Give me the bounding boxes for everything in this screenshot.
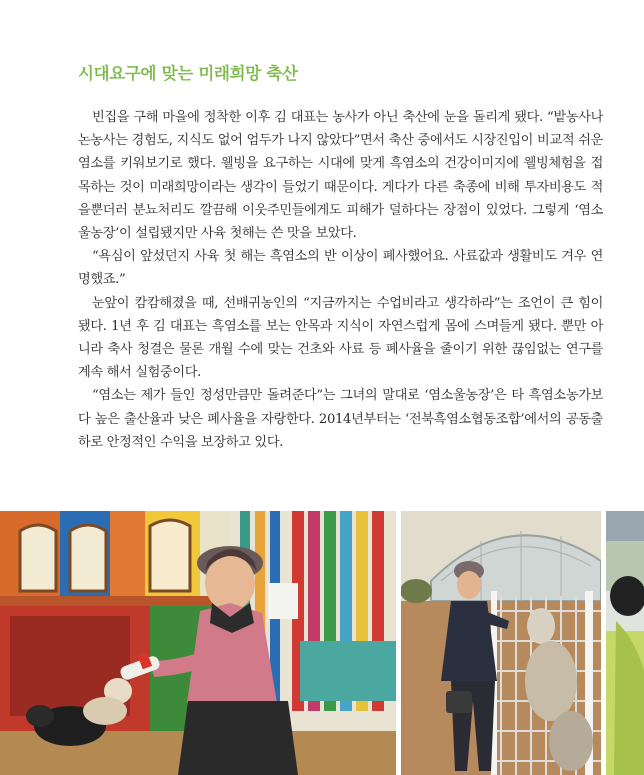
article-body	[78, 106, 603, 454]
section-heading: 시대요구에 맞는 미래희망 축산	[78, 64, 298, 83]
photo-bottle-feeding-goats	[0, 511, 396, 775]
photo-illustration-right	[606, 511, 644, 775]
paragraph: 빈집을 구해 마을에 정착한 이후 김 대표는 농사가 아닌 축산에 눈을 돌리게 됐다. “밭농사나 논농사는 경험도, 지식도 없어 엄두가 나지 않았다”면서 축산 중에서도 시장진입이 비교적 쉬운 염소를 키워보기로 했다. 웰빙을 요구하는 시대에 맞게 흑염소의 건강이미지에 웰빙체험을 접목하는 것이 미래희망이라는 생각이 들었기 때문이다. 게다가 다른 축종에 비해 투자비용도 적을뿐더러 분뇨처리도 깔끔해 이웃주민들에게도 피해가 덜하다는 장점이 있었다. 그렇게 ‘염소울농장’이 설립됐지만 사육 첫해는 쓴 맛을 보았다.	[78, 110, 603, 242]
paragraph: “염소는 제가 들인 정성만큼만 돌려준다”는 그녀의 말대로 ‘염소울농장’은 타 흑염소농가보다 높은 출산율과 낮은 폐사율을 자랑한다. 2014년부터는 ‘전북흑염소협동조합’에서의 공동출하로 안정적인 수익을 보장하고 있다.	[78, 388, 603, 450]
photo-partial-right	[606, 511, 644, 775]
paragraph: “욕심이 앞섰던지 사육 첫 해는 흑염소의 반 이상이 폐사했어요. 사료값과 생활비도 겨우 연명했죠.”	[78, 249, 603, 288]
photo-illustration-mid	[401, 511, 601, 775]
photo-goats-at-fence	[401, 511, 601, 775]
paragraph: 눈앞이 캄캄해졌을 때, 선배귀농인의 “지금까지는 수업비라고 생각하라”는 조언이 큰 힘이 됐다. 1년 후 김 대표는 흑염소를 보는 안목과 지식이 자연스럽게 몸에 스며들게 됐다. 뿐만 아니라 축사 청결은 물론 개월 수에 맞는 건초와 사료 등 폐사율을 줄이기 위한 끊임없는 연구를 계속 해서 실험중이다.	[78, 295, 603, 381]
photo-illustration-left	[0, 511, 396, 775]
